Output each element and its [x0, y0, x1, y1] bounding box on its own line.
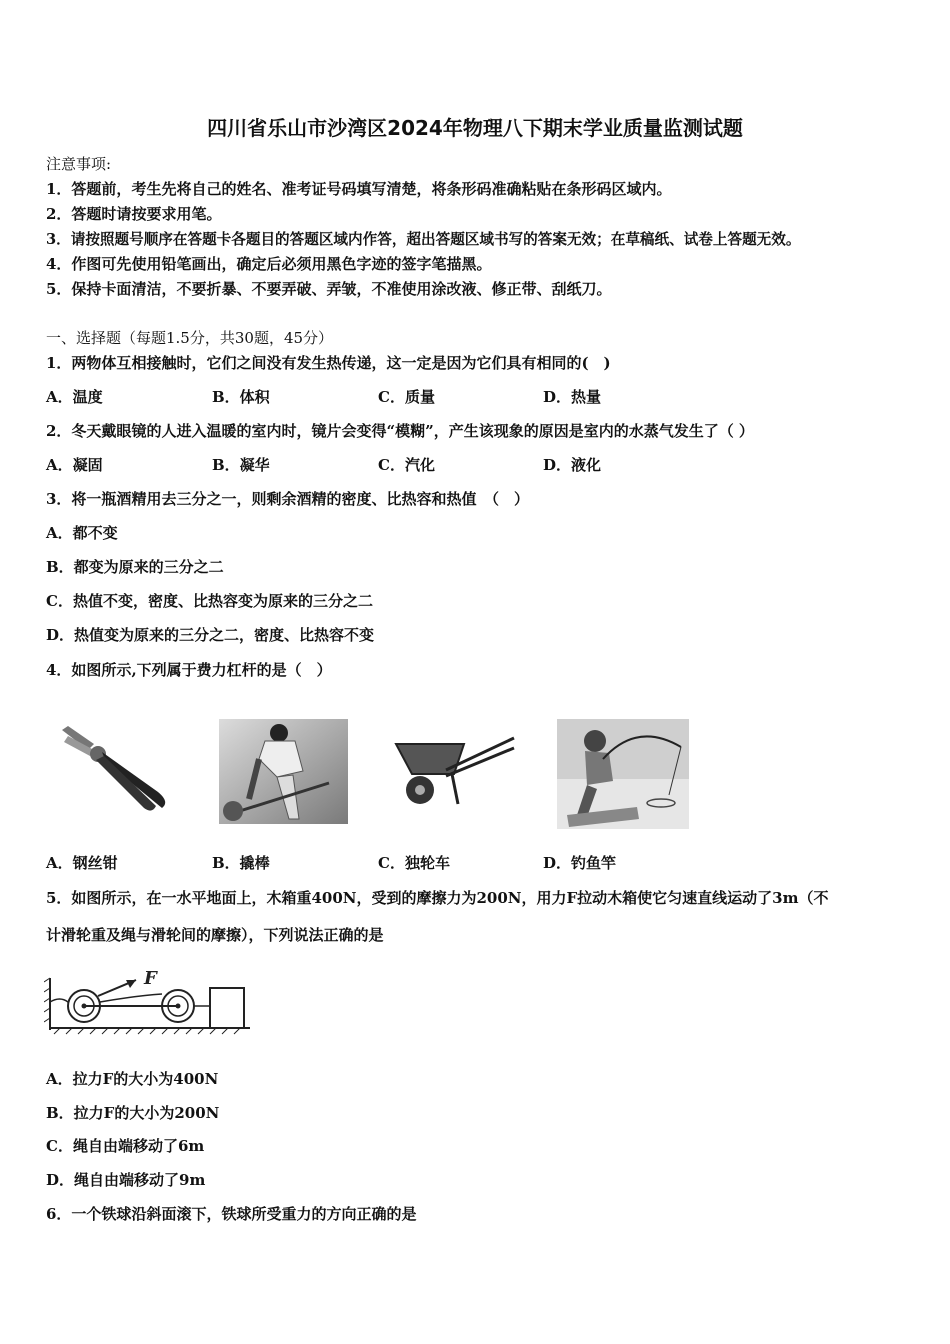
option-b: B．撬棒 [212, 854, 270, 872]
question-stem: 5．如图所示，在一水平地面上，木箱重400N，受到的摩擦力为200N，用力F拉动木箱使它匀速直线运动了3m（不 [46, 889, 829, 907]
pulley-box-figure [44, 966, 254, 1038]
option-c: C．绳自由端移动了6m [46, 1137, 205, 1155]
option-a: A．凝固 [46, 456, 103, 474]
fishing-rod-figure [557, 719, 689, 829]
option-c: C．质量 [378, 388, 435, 406]
section-heading: 一、选择题（每题1.5分，共30题，45分） [46, 329, 334, 347]
option-c: C．热值不变，密度、比热容变为原来的三分之二 [46, 592, 373, 610]
option-d: D．液化 [543, 456, 602, 474]
notice-item: 4．作图可先使用铅笔画出，确定后必须用黑色字迹的签字笔描黑。 [46, 255, 492, 273]
notice-item: 2．答题时请按要求用笔。 [46, 205, 222, 223]
question-stem: 1．两物体互相接触时，它们之间没有发生热传递，这一定是因为它们具有相同的( ) [46, 354, 611, 372]
option-b: B．拉力F的大小为200N [46, 1104, 220, 1122]
option-a: A．都不变 [46, 524, 118, 542]
force-label: F [144, 968, 157, 989]
option-a: A．钢丝钳 [46, 854, 118, 872]
notice-item: 3．请按照题号顺序在答题卡各题目的答题区域内作答，超出答题区域书写的答案无效；在草稿纸、试卷上答题无效。 [46, 231, 801, 248]
option-d: D．钓鱼竿 [543, 854, 617, 872]
notice-item: 1．答题前，考生先将自己的姓名、准考证号码填写清楚，将条形码准确粘贴在条形码区域内。 [46, 180, 672, 198]
question-stem: 3．将一瓶酒精用去三分之一，则剩余酒精的密度、比热容和热值 （ ） [46, 490, 529, 508]
option-c: C．独轮车 [378, 854, 450, 872]
crowbar-figure [219, 719, 348, 824]
wheelbarrow-figure [386, 730, 518, 810]
notice-heading: 注意事项: [46, 155, 112, 173]
pliers-figure [58, 722, 178, 814]
option-b: B．体积 [212, 388, 270, 406]
question-stem: 6．一个铁球沿斜面滚下，铁球所受重力的方向正确的是 [46, 1205, 417, 1223]
question-stem-continued: 计滑轮重及绳与滑轮间的摩擦），下列说法正确的是 [46, 926, 384, 944]
notice-item: 5．保持卡面清洁，不要折暴、不要弄破、弄皱，不准使用涂改液、修正带、刮纸刀。 [46, 280, 612, 298]
option-a: A．温度 [46, 388, 103, 406]
option-a: A．拉力F的大小为400N [46, 1070, 219, 1088]
page-title: 四川省乐山市沙湾区2024年物理八下期末学业质量监测试题 [207, 116, 743, 140]
option-d: D．热量 [543, 388, 602, 406]
option-b: B．都变为原来的三分之二 [46, 558, 224, 576]
question-stem: 4．如图所示,下列属于费力杠杆的是（ ） [46, 661, 332, 679]
option-c: C．汽化 [378, 456, 435, 474]
option-d: D．热值变为原来的三分之二，密度、比热容不变 [46, 626, 375, 644]
option-b: B．凝华 [212, 456, 270, 474]
question-stem: 2．冬天戴眼镜的人进入温暖的室内时，镜片会变得“模糊”，产生该现象的原因是室内的水蒸气发生了（ ） [46, 422, 754, 440]
option-d: D．绳自由端移动了9m [46, 1171, 206, 1189]
